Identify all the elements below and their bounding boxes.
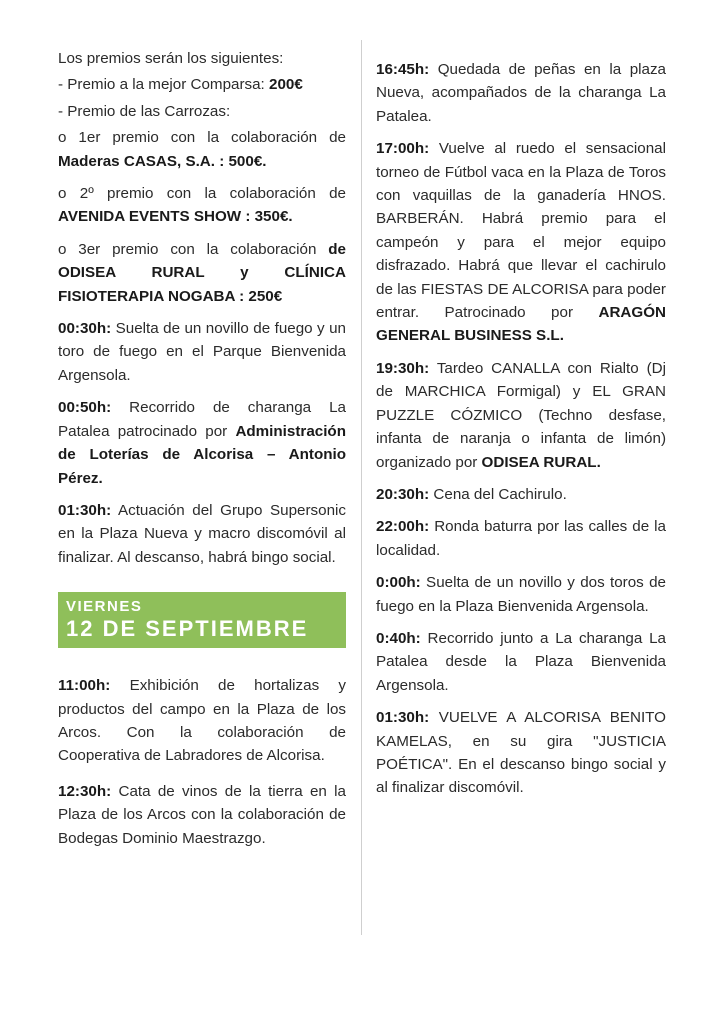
- column-divider: [361, 40, 362, 935]
- event-0130-kamelas: 01:30h: VUELVE A ALCORISA BENITO KAMELAS, en su gira "JUSTICIA POÉTICA". En el descanso bingo social y al finalizar discomóvil.: [376, 709, 666, 797]
- event-1230: 12:30h: Cata de vinos de la tierra en la Plaza de los Arcos con la colaboración de Bodegas Dominio Maestrazgo.: [58, 782, 346, 847]
- event-1930: 19:30h: Tardeo CANALLA con Rialto (Dj de MARCHICA Formigal) y EL GRAN PUZZLE CÓZMICO (Techno desfase, infanta de naranja o infanta de limón) organizado por ODISEA RURAL.: [376, 359, 666, 471]
- banner-day: VIERNES: [66, 598, 143, 616]
- left-column: [58, 47, 346, 859]
- first-prize: o 1er premio con la colaboración de Maderas CASAS, S.A. : 500€.: [58, 129, 346, 170]
- event-0040: 0:40h: Recorrido junto a La charanga La Patalea desde la Plaza Bienvenida Argensola.: [376, 629, 666, 694]
- event-1700: 17:00h: Vuelve al ruedo el sensacional torneo de Fútbol vaca en la Plaza de Toros con vaquillas de la ganadería HNOS. BARBERÁN. Habrá premio para el campeón y para el mejor equipo disfrazado. Habrá que llevar el cachirulo de las FIESTAS DE ALCORISA para poder entrar. Patrocinado por ARAGÓN GENERAL BUSINESS S.L.: [376, 140, 666, 345]
- event-2030: 20:30h: Cena del Cachirulo.: [376, 485, 567, 503]
- banner-date: 12 DE SEPTIEMBRE: [66, 616, 309, 642]
- third-prize: o 3er premio con la colaboración de ODISEA RURAL y CLÍNICA FISIOTERAPIA NOGABA : 250€: [58, 240, 346, 305]
- prize-comparsa: - Premio a la mejor Comparsa: 200€: [58, 76, 303, 94]
- day-banner: [58, 592, 346, 648]
- event-2200: 22:00h: Ronda baturra por las calles de la localidad.: [376, 518, 666, 559]
- event-0050: 00:50h: Recorrido de charanga La Patalea patrocinado por Administración de Loterías de Alcorisa – Antonio Pérez.: [58, 399, 346, 487]
- right-column: [376, 58, 666, 809]
- prize-carrozas: - Premio de las Carrozas:: [58, 102, 231, 120]
- event-0000: 0:00h: Suelta de un novillo y dos toros de fuego en la Plaza Bienvenida Argensola.: [376, 574, 666, 615]
- event-1100: 11:00h: Exhibición de hortalizas y productos del campo en la Plaza de los Arcos. Con la colaboración de Cooperativa de Labradores de Alcorisa.: [58, 677, 346, 765]
- event-0030: 00:30h: Suelta de un novillo de fuego y un toro de fuego en el Parque Bienvenida Argensola.: [58, 320, 346, 384]
- event-1645: 16:45h: Quedada de peñas en la plaza Nueva, acompañados de la charanga La Patalea.: [376, 61, 666, 125]
- event-0130: 01:30h: Actuación del Grupo Supersonic en la Plaza Nueva y macro discomóvil al finalizar. Al descanso, habrá bingo social.: [58, 501, 346, 566]
- prizes-intro: Los premios serán los siguientes:: [58, 50, 284, 67]
- second-prize: o 2º premio con la colaboración de AVENIDA EVENTS SHOW : 350€.: [58, 185, 346, 226]
